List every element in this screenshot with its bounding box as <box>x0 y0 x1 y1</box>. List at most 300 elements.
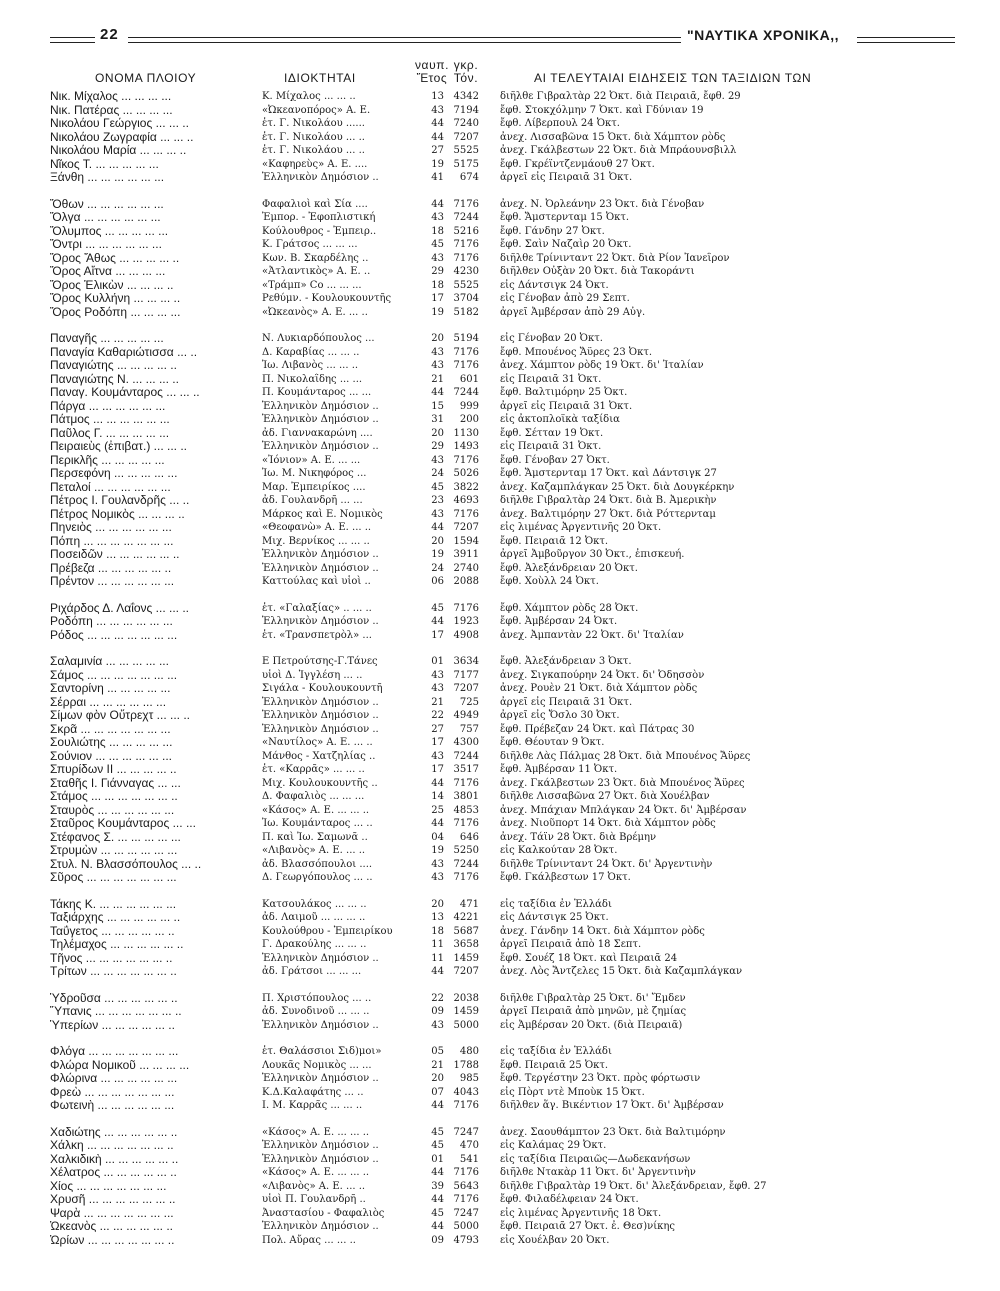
build-year: 44 <box>431 1167 444 1178</box>
voyage-news: διῆλθε Γιβραλτὰρ 24 Ὀκτ. διὰ Β. Ἀμερικὴν <box>500 495 717 506</box>
ship-row <box>0 211 1000 225</box>
build-year: 21 <box>431 1059 444 1071</box>
gross-tonnage: 7176 <box>453 602 479 614</box>
build-year: 45 <box>431 481 444 493</box>
ship-owner: «Κάσος» Α. Ε. ... ... .. <box>262 1126 370 1138</box>
build-year: 17 <box>431 764 444 775</box>
ship-row <box>0 777 1000 791</box>
ship-owner: «Ὠκεανοπόρος» Α. Ε. <box>262 104 371 116</box>
ship-row <box>0 1045 1000 1059</box>
gross-tonnage: 7207 <box>453 966 479 977</box>
voyage-news: εἰς Καλκούταν 28 Ὀκτ. <box>500 845 618 856</box>
voyage-news: ἀργεῖ εἰς Πειραιᾶ 31 Ὀκτ. <box>500 696 633 708</box>
ship-row <box>0 817 1000 831</box>
gross-tonnage: 3822 <box>453 481 479 493</box>
voyage-news: ἀνεχ. Λὸς Ἄντζελες 15 Ὀκτ. διὰ Καζαμπλάγκαν <box>500 966 743 977</box>
ship-row <box>0 481 1000 495</box>
voyage-news: ἔφθ. Φιλαδέλφειαν 24 Ὀκτ. <box>500 1194 639 1205</box>
ship-owner: Λουκᾶς Νομικὸς ... ... <box>262 1059 372 1071</box>
ship-row <box>0 952 1000 966</box>
ship-name: Ριχάρδος Δ. Λαΐονς ... ... .. <box>50 601 189 615</box>
gross-tonnage: 1594 <box>453 535 479 547</box>
ship-name: Ὑπερίων ... ... ... ... ... .. <box>50 1018 175 1032</box>
gross-tonnage: 3801 <box>453 791 479 802</box>
gross-tonnage: 7176 <box>453 198 479 210</box>
voyage-news: ἔφθ. Γκάλβεστων 17 Ὀκτ. <box>500 872 631 883</box>
ship-owner: Ἑλληνικὸν Δημόσιον .. <box>262 723 379 735</box>
build-year: 44 <box>431 616 444 627</box>
ship-row <box>0 508 1000 522</box>
build-year: 20 <box>431 898 444 910</box>
ship-owner: Ἑλληνικὸν Δημόσιον .. <box>262 1140 379 1151</box>
ship-row <box>0 723 1000 737</box>
ship-row <box>0 790 1000 804</box>
ship-row <box>0 198 1000 212</box>
gross-tonnage: 2088 <box>453 576 479 587</box>
ship-owner: «Ὠκεανὸς» Α. Ε. ... .. <box>262 306 368 318</box>
voyage-news: εἰς Πειραιᾶ 31 Ὀκτ. <box>500 441 602 452</box>
ship-name: Πηνειὸς ... ... ... ... ... ... <box>50 521 172 534</box>
voyage-news: εἰς Καλάμας 29 Ὀκτ. <box>500 1140 607 1151</box>
voyage-news: ἔφθ. Ἀμβέρσαν 24 Ὀκτ. <box>500 616 618 627</box>
ship-group <box>0 198 1000 320</box>
ship-row <box>0 238 1000 252</box>
build-year: 43 <box>431 252 444 264</box>
ship-name: Ὄθων ... ... ... ... ... ... <box>50 197 164 211</box>
build-year: 44 <box>431 1221 444 1232</box>
voyage-news: ἀργεῖ εἰς Ὄσλο 30 Ὀκτ. <box>500 710 620 721</box>
column-header-tonnage-top: γκρ. <box>453 58 479 72</box>
gross-tonnage: 3658 <box>453 939 479 950</box>
ship-owner: Γ. Δρακούλης ... ... .. <box>262 939 367 950</box>
build-year: 01 <box>431 1153 444 1165</box>
gross-tonnage: 5687 <box>453 925 479 937</box>
gross-tonnage: 757 <box>459 723 479 735</box>
build-year: 21 <box>431 373 444 385</box>
ship-name: Παναγιώτης ... ... ... ... .. <box>50 359 177 372</box>
gross-tonnage: 4221 <box>453 912 479 923</box>
ship-owner: «Ἀτλαντικὸς» Α. Ε. .. <box>262 266 371 277</box>
voyage-news: ἔφθ. Σουέζ 18 Ὀκτ. καὶ Πειραιᾶ 24 <box>500 952 678 964</box>
build-year: 44 <box>431 1100 444 1111</box>
build-year: 29 <box>431 441 444 452</box>
voyage-news: ἔφθ. Χάμπτον ρὸδς 28 Ὀκτ. <box>500 602 639 614</box>
ship-name: Ξάνθη ... ... ... ... ... ... <box>50 171 165 184</box>
voyage-news: εἰς λιμένας Ἀργεντινῆς 20 Ὀκτ. <box>500 522 662 533</box>
ship-owner: Σιγάλα - Κουλουκουντῆ <box>262 683 383 694</box>
ship-row <box>0 1220 1000 1234</box>
ship-name: Νικ. Πατέρας ... ... ... ... <box>50 103 173 117</box>
ship-name: Χρυσῆ ... ... ... ... ... ... .. <box>50 1193 176 1206</box>
ship-group <box>0 332 1000 589</box>
ship-row <box>0 575 1000 589</box>
gross-tonnage: 5175 <box>453 158 479 170</box>
column-header-build-year-top: ναυπ. <box>414 58 450 72</box>
gross-tonnage: 3704 <box>453 293 479 304</box>
build-year: 43 <box>431 104 444 116</box>
ship-name: Ὑδροῦσα ... ... ... ... ... .. <box>50 991 178 1005</box>
gross-tonnage: 4342 <box>453 91 479 102</box>
ship-owner: ἑτ. «Τρανσπετρὸλ» ... <box>262 629 372 641</box>
gross-tonnage: 1459 <box>453 952 479 964</box>
gross-tonnage: 7176 <box>453 1194 479 1205</box>
voyage-news: ἔφθ. Πειραιᾶ 12 Ὀκτ. <box>500 535 609 547</box>
voyage-news: διῆλθε Γιβραλτὰρ 19 Ὀκτ. δι' Ἀλεξάνδρειαν, ἔφθ. 27 <box>500 1180 767 1192</box>
gross-tonnage: 5643 <box>453 1180 479 1192</box>
ship-name: Παναγῆς ... ... ... ... ... <box>50 332 164 345</box>
ship-row <box>0 844 1000 858</box>
gross-tonnage: 646 <box>459 831 479 843</box>
voyage-news: ἀργεῖ Πειραιᾶ ἀπὸ 18 Σεπτ. <box>500 939 642 950</box>
gross-tonnage: 5000 <box>453 1019 479 1031</box>
build-year: 04 <box>431 831 444 843</box>
ship-group <box>0 90 1000 185</box>
voyage-news: ἀνεχ. Γάνδην 14 Ὀκτ. διὰ Χάμπτον ρὸδς <box>500 925 705 937</box>
ship-name: Νῖκος Τ. ... ... ... ... ... <box>50 157 159 171</box>
ship-row <box>0 736 1000 750</box>
voyage-news: ἔφθ. Γένοβαν 27 Ὀκτ. <box>500 454 610 466</box>
voyage-news: ἔφθ. Γάνδην 27 Ὀκτ. <box>500 225 605 237</box>
gross-tonnage: 7177 <box>453 669 479 681</box>
ship-row <box>0 373 1000 387</box>
voyage-news: ἀνεχ. Ν. Ὀρλεάνην 23 Ὀκτ. διὰ Γένοβαν <box>500 198 705 210</box>
ship-owner: ἀδ. Γράτσοι ... ... ... <box>262 966 362 977</box>
voyage-news: ἔφθ. Ἀλεξάνδρειαν 3 Ὀκτ. <box>500 656 632 667</box>
ship-owner: Ἑλληνικὸν Δημόσιον .. <box>262 1073 379 1084</box>
build-year: 31 <box>431 414 444 425</box>
ship-name: Ὄρος Ροδόπη ... ... ... ... <box>50 305 181 319</box>
ship-row <box>0 804 1000 818</box>
ship-name: Παναγιώτης Ν. ... ... ... .. <box>50 372 179 386</box>
voyage-news: ἔφθ. Σαὶν Ναζαὶρ 20 Ὀκτ. <box>500 239 632 250</box>
voyage-news: διῆλθε Ντακὰρ 11 Ὀκτ. δι' Ἀργεντινὴν <box>500 1167 696 1178</box>
build-year: 44 <box>431 118 444 129</box>
gross-tonnage: 471 <box>459 898 479 910</box>
voyage-news: ἔφθ. Στοκχόλμην 7 Ὀκτ. καὶ Γδύνιαν 19 <box>500 104 704 116</box>
ship-row <box>0 1207 1000 1221</box>
ship-owner: Ἑλληνικὸν Δημόσιον .. <box>262 549 379 560</box>
voyage-news: ἔφθ. Ἀμβέρσαν 11 Ὀκτ. <box>500 764 618 775</box>
ship-row <box>0 1059 1000 1073</box>
gross-tonnage: 674 <box>459 172 479 183</box>
build-year: 19 <box>431 306 444 318</box>
voyage-news: ἀργεῖ εἰς Πειραιᾶ 31 Ὀκτ. <box>500 172 633 183</box>
gross-tonnage: 4300 <box>453 737 479 748</box>
header-rule-left <box>50 37 95 43</box>
ship-owner: ἑτ. «Γαλαξίας» .. ... .. <box>262 602 372 614</box>
build-year: 45 <box>431 602 444 614</box>
ship-name: Φλώρα Νομικοῦ ... ... ... ... <box>50 1058 190 1072</box>
gross-tonnage: 200 <box>459 414 479 425</box>
gross-tonnage: 5194 <box>453 333 479 344</box>
ship-name: Πεταλοί ... ... ... ... ... ... <box>50 480 171 494</box>
ship-owner: υἱοὶ Δ. Ἰγγλέση ... .. <box>262 669 363 681</box>
ship-owner: Δ. Φαφαλιὸς ... ... ... <box>262 791 365 802</box>
ship-row <box>0 279 1000 293</box>
ship-name: Χαδιώτης ... ... ... ... ... .. <box>50 1125 178 1139</box>
ship-row <box>0 615 1000 629</box>
gross-tonnage: 7176 <box>453 508 479 520</box>
gross-tonnage: 7176 <box>453 872 479 883</box>
ship-name: Σκρᾶ ... ... ... ... ... ... ... <box>50 722 171 736</box>
ship-group <box>0 655 1000 885</box>
voyage-news: εἰς Δάντσιγκ 24 Ὀκτ. <box>500 279 609 291</box>
build-year: 17 <box>431 737 444 748</box>
voyage-news: εἰς Δάντσιγκ 25 Ὀκτ. <box>500 912 609 923</box>
ship-group <box>0 992 1000 1033</box>
ship-owner: υἱοὶ Π. Γουλανδρῆ .. <box>262 1194 366 1205</box>
ship-name: Φωτεινὴ ... ... ... ... ... ... <box>50 1099 175 1112</box>
build-year: 43 <box>431 683 444 694</box>
ship-owner: Μάρκος καὶ Ε. Νομικὸς <box>262 508 383 520</box>
ship-name: Σαλαμινία ... ... ... ... ... <box>50 655 169 668</box>
gross-tonnage: 1459 <box>453 1006 479 1017</box>
ship-row <box>0 709 1000 723</box>
column-header-latest-news: ΑΙ ΤΕΛΕΥΤΑΙΑΙ ΕΙΔΗΣΕΙΣ ΤΩΝ ΤΑΞΙΔΙΩΝ ΤΩΝ <box>534 71 812 85</box>
ship-owner: ἀδ. Γουλανδρῆ ... ... <box>262 495 363 506</box>
build-year: 20 <box>431 535 444 547</box>
build-year: 45 <box>431 1140 444 1151</box>
ship-row <box>0 265 1000 279</box>
ship-row <box>0 292 1000 306</box>
voyage-news: διῆλθε Λισσαβῶνα 27 Ὀκτ. διὰ Χουέλβαν <box>500 791 710 802</box>
ship-owner: Φαφαλιοὶ καὶ Σία .... <box>262 198 368 210</box>
ship-name: Σίμων φὸν Οὔτρεχτ ... ... .. <box>50 709 191 722</box>
ship-owner: Μαρ. Ἐμπειρίκος .... <box>262 481 366 493</box>
ship-row <box>0 1180 1000 1194</box>
build-year: 20 <box>431 333 444 344</box>
ship-owner: Ἰω. Κουμάνταρος ... .. <box>262 818 373 829</box>
ship-name: Σῦρος ... ... ... ... ... ... ... <box>50 871 177 884</box>
ship-name: Ροδόπη ... ... ... ... ... ... <box>50 615 173 628</box>
voyage-news: εἰς ἀκτοπλοϊκὰ ταξίδια <box>500 414 620 425</box>
ship-row <box>0 454 1000 468</box>
ship-name: Στάμος ... ... ... ... ... ... .. <box>50 790 178 803</box>
ship-owner: ἑτ. «Καρρᾶς» ... ... .. <box>262 764 365 775</box>
ship-name: Νικολάου Ζωγραφία ... ... .. <box>50 130 194 144</box>
ship-owner: Ἑλληνικὸν Δημόσιον .. <box>262 1019 379 1031</box>
build-year: 18 <box>431 225 444 237</box>
ship-group <box>0 602 1000 643</box>
voyage-news: ἀνεχ. Γκάλβεστων 22 Ὀκτ. διὰ Μπράουνσβιλλ <box>500 145 737 156</box>
ship-owner: Πολ. Αὔρας ... ... .. <box>262 1234 356 1246</box>
ship-owner: Π. Κουμάνταρος ... ... <box>262 387 372 398</box>
ship-name: Σουλιώτης ... ... ... ... ... <box>50 736 173 749</box>
build-year: 01 <box>431 656 444 667</box>
gross-tonnage: 7247 <box>453 1126 479 1138</box>
ship-name: Σέρραι ... ... ... ... ... ... <box>50 695 167 709</box>
ship-row <box>0 117 1000 131</box>
ship-name: Τῆνος ... ... ... ... ... ... .. <box>50 951 173 965</box>
gross-tonnage: 541 <box>459 1153 479 1165</box>
voyage-news: ἀνεχ. Τάϊν 28 Ὀκτ. διὰ Βρέμην <box>500 831 657 843</box>
voyage-news: ἀνεχ. Μπάχιαν Μπλάγκαν 24 Ὀκτ. δι' Ἀμβέρσαν <box>500 804 747 816</box>
voyage-news: ἔφθ. Θέουταν 9 Ὀκτ. <box>500 737 605 748</box>
ship-row <box>0 346 1000 360</box>
voyage-news: εἰς Γένοβαν ἀπὸ 29 Σεπτ. <box>500 293 630 304</box>
gross-tonnage: 4853 <box>453 804 479 816</box>
voyage-news: ἔφθ. Ἀλεξάνδρειαν 20 Ὀκτ. <box>500 562 638 574</box>
ship-row <box>0 440 1000 454</box>
voyage-news: ἔφθ. Πρέβεζαν 24 Ὀκτ. καὶ Πάτρας 30 <box>500 723 695 735</box>
voyage-news: ἀργεῖ Πειραιᾶ ἀπὸ μηνῶν, μὲ ζημίας <box>500 1006 687 1017</box>
gross-tonnage: 3911 <box>453 549 479 560</box>
gross-tonnage: 7207 <box>453 522 479 533</box>
voyage-news: ἀνεχ. Σιγκαπούρην 24 Ὀκτ. δι' Ὀδησσὸν <box>500 669 705 681</box>
ship-row <box>0 131 1000 145</box>
ship-row <box>0 1005 1000 1019</box>
gross-tonnage: 725 <box>459 696 479 708</box>
ship-name: Νικολάου Γεώργιος ... ... .. <box>50 117 189 130</box>
ship-name: Πάτμος ... ... ... ... ... ... <box>50 413 170 426</box>
ship-name: Παναγ. Κουμάνταρος ... ... .. <box>50 386 200 399</box>
gross-tonnage: 7207 <box>453 131 479 143</box>
ship-name: Ψαρὰ ... ... ... ... ... ... ... <box>50 1206 174 1220</box>
ship-owner: ἀδ. Λαιμοῦ ... ... ... .. <box>262 912 366 923</box>
ship-owner: Ι. Μ. Καρρᾶς ... ... .. <box>262 1100 363 1111</box>
ship-owner: Ἰω. Μ. Νικηφόρος ... <box>262 468 367 479</box>
build-year: 39 <box>431 1180 444 1192</box>
ship-name: Περσεφόνη ... ... ... ... ... <box>50 467 178 480</box>
ship-owner: Ἑλληνικὸν Δημόσιον .. <box>262 1153 379 1165</box>
ship-owner: Ἑλληνικὸν Δημόσιον .. <box>262 562 379 574</box>
ship-name: Φλόγα ... ... ... ... ... ... ... <box>50 1045 179 1058</box>
voyage-news: εἰς Γένοβαν 20 Ὀκτ. <box>500 333 603 344</box>
ship-name: Πέτρος Ι. Γουλανδρῆς ... .. <box>50 494 190 507</box>
voyage-news: ἔφθ. Πειραιᾶ 27 Ὀκτ. ἐ. Θεσ)νίκης <box>500 1221 675 1232</box>
gross-tonnage: 5250 <box>453 845 479 856</box>
ship-name: Ὠκεανὸς ... ... ... ... ... .. <box>50 1220 173 1233</box>
gross-tonnage: 4693 <box>453 495 479 506</box>
header-rule-right <box>857 37 955 43</box>
voyage-news: εἰς Πειραιᾶ 31 Ὀκτ. <box>500 373 602 385</box>
voyage-news: διῆλθε Λὰς Πάλμας 28 Ὀκτ. διὰ Μπουένος Ἄϋρες <box>500 750 751 762</box>
ship-name: Σταυρὸς ... ... ... ... ... ... <box>50 803 175 817</box>
ship-name: Ὄλυμπος ... ... ... ... ... <box>50 224 169 238</box>
ship-name: Νικ. Μίχαλος ... ... ... ... <box>50 90 172 103</box>
ship-owner: Π. καὶ Ἰω. Σαμωνᾶ .. <box>262 831 368 843</box>
gross-tonnage: 4230 <box>453 266 479 277</box>
voyage-news: ἀνεχ. Ρουὲν 21 Ὀκτ. διὰ Χάμπτον ρὸδς <box>500 683 698 694</box>
build-year: 05 <box>431 1046 444 1057</box>
gross-tonnage: 5525 <box>453 145 479 156</box>
ship-row <box>0 629 1000 643</box>
ship-owner: Κ. Γράτσος ... ... ... <box>262 239 358 250</box>
ship-name: Ὄλγα ... ... ... ... ... ... <box>50 211 161 224</box>
build-year: 07 <box>431 1086 444 1098</box>
ship-owner: Ε Πετρούτσης-Γ.Τάνες <box>262 656 378 667</box>
ship-row <box>0 400 1000 414</box>
ship-owner: «Λιβανὸς» Α. Ε. ... .. <box>262 1180 366 1192</box>
ship-row <box>0 158 1000 172</box>
build-year: 27 <box>431 723 444 735</box>
ship-row <box>0 669 1000 683</box>
ship-owner: Ἑλληνικὸν Δημόσιον .. <box>262 696 379 708</box>
ship-row <box>0 413 1000 427</box>
build-year: 44 <box>431 818 444 829</box>
column-header-build-year-bottom: Ἔτος <box>416 71 448 85</box>
ship-owner: Δ. Καραβίας ... ... .. <box>262 346 360 358</box>
voyage-news: εἰς Χουέλβαν 20 Ὀκτ. <box>500 1234 610 1246</box>
ship-owner: ἑτ. Γ. Νικολάου ...... <box>262 118 365 129</box>
ship-name: Χέλατρος ... ... ... ... ... .. <box>50 1166 177 1179</box>
ship-name: Περικλῆς ... ... ... ... ... <box>50 453 165 467</box>
ship-owner: Ἑλληνικὸν Δημόσιον .. <box>262 441 379 452</box>
ship-owner: ἑτ. Γ. Νικολάου ... .. <box>262 145 365 156</box>
gross-tonnage: 7176 <box>453 818 479 829</box>
build-year: 14 <box>431 791 444 802</box>
ship-name: Τηλέμαχος ... ... ... ... ... .. <box>50 938 184 951</box>
ship-owner: Π. Χριστόπουλος ... .. <box>262 992 372 1004</box>
ship-row <box>0 763 1000 777</box>
ship-owner: Κουλούθρου - Ἐμπειρίκου <box>262 925 393 937</box>
ship-name: Ὠρίων ... ... ... ... ... ... .. <box>50 1233 175 1247</box>
voyage-news: διῆλθε Τρίνινταντ 22 Ὀκτ. διὰ Ρίον Ἰανεΐρον <box>500 252 730 264</box>
ship-row <box>0 938 1000 952</box>
build-year: 27 <box>431 145 444 156</box>
ship-owner: ἀδ. Γιαννακαρώνη .... <box>262 427 373 439</box>
ship-owner: «Ναυτίλος» Α. Ε. ... .. <box>262 737 373 748</box>
gross-tonnage: 7176 <box>453 252 479 264</box>
gross-tonnage: 601 <box>459 373 479 385</box>
voyage-news: ἔφθ. Πειραιᾶ 25 Ὀκτ. <box>500 1059 609 1071</box>
ship-name: Σαντορίνη ... ... ... ... ... <box>50 682 171 695</box>
build-year: 17 <box>431 293 444 304</box>
ship-owner: ἑτ. Θαλάσσιοι Σιδ)μοι» <box>262 1046 382 1057</box>
voyage-news: ἀνεχ. Βαλτιμόρην 27 Ὀκτ. διὰ Ρόττερνταμ <box>500 508 716 520</box>
ship-name: Στυλ. Ν. Βλασσόπουλος ... .. <box>50 857 202 871</box>
column-header-tonnage-bottom: Τόν. <box>453 71 479 85</box>
ship-owner: Ἑλληνικὸν Δημόσιον .. <box>262 414 379 425</box>
ship-name: Πειραιεὺς (ἐπιβατ.) ... ... .. <box>50 440 188 453</box>
build-year: 22 <box>431 992 444 1004</box>
ship-row <box>0 144 1000 158</box>
ship-name: Στέφανος Σ. ... ... ... ... ... <box>50 830 181 844</box>
ship-row <box>0 965 1000 979</box>
ship-row <box>0 494 1000 508</box>
ship-row <box>0 562 1000 576</box>
gross-tonnage: 7176 <box>453 1100 479 1111</box>
voyage-news: διῆλθε Γιβραλτὰρ 25 Ὀκτ. δι' Ἔμδεν <box>500 992 686 1004</box>
gross-tonnage: 1923 <box>453 616 479 627</box>
build-year: 06 <box>431 576 444 587</box>
ship-name: Ρόδος ... ... ... ... ... ... ... <box>50 628 178 642</box>
voyage-news: ἀνεχ. Καζαμπλάγκαν 25 Ὀκτ. διὰ Δουγκέρκην <box>500 481 735 493</box>
ship-row <box>0 225 1000 239</box>
gross-tonnage: 7176 <box>453 360 479 371</box>
ship-name: Παῦλος Γ. ... ... ... ... ... <box>50 426 170 440</box>
ship-row <box>0 1019 1000 1033</box>
build-year: 20 <box>431 1073 444 1084</box>
ship-name: Ταΰγετος ... ... ... ... ... .. <box>50 924 175 938</box>
gross-tonnage: 4043 <box>453 1086 479 1098</box>
voyage-news: ἔφθ. Λίβερπουλ 24 Ὀκτ. <box>500 118 620 129</box>
gross-tonnage: 7207 <box>453 683 479 694</box>
gross-tonnage: 7244 <box>453 858 479 870</box>
gross-tonnage: 7244 <box>453 387 479 398</box>
ship-row <box>0 535 1000 549</box>
ship-row <box>0 602 1000 616</box>
build-year: 24 <box>431 468 444 479</box>
ship-row <box>0 898 1000 912</box>
ship-name: Σταῦρος Κουμάνταρος ... ... <box>50 817 196 830</box>
gross-tonnage: 4793 <box>453 1234 479 1246</box>
ship-owner: Π. Νικολαΐδης ... ... <box>262 373 363 385</box>
build-year: 43 <box>431 669 444 681</box>
ship-name: Ὄρος Ἄθως ... ... ... ... .. <box>50 251 180 265</box>
build-year: 22 <box>431 710 444 721</box>
gross-tonnage: 5525 <box>453 279 479 291</box>
